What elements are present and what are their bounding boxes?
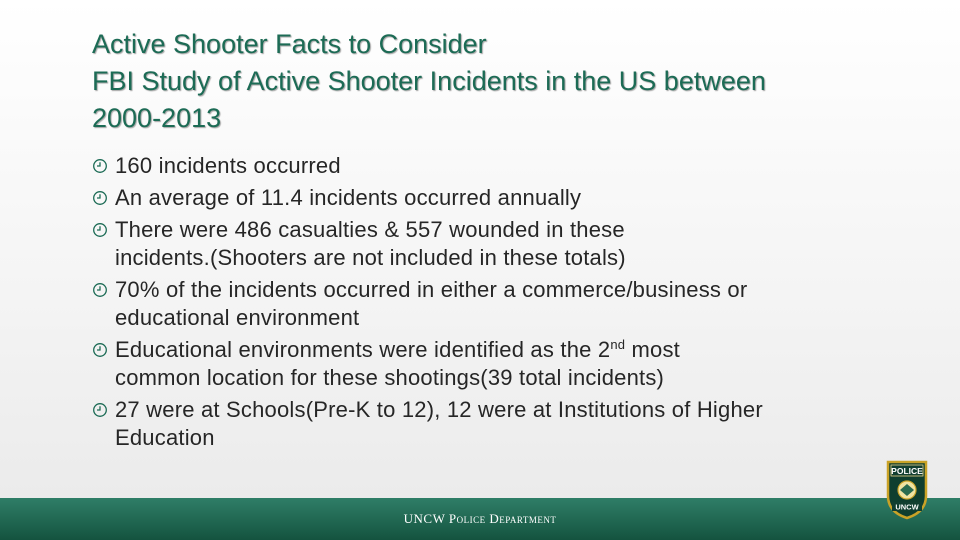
clock-icon (92, 342, 108, 358)
clock-icon (92, 190, 108, 206)
bullet-text-continued: incidents.(Shooters are not included in these totals) (115, 245, 626, 270)
footer-bar (0, 498, 960, 540)
clock-icon (92, 282, 108, 298)
bullet-text: There were 486 casualties & 557 wounded in these (115, 217, 625, 242)
bullet-text: 70% of the incidents occurred in either a commerce/business or (115, 277, 748, 302)
bullet-text: 27 were at Schools(Pre-K to 12), 12 were at Institutions of Higher (115, 397, 763, 422)
bullet-list (92, 152, 892, 456)
title-line-1: Active Shooter Facts to Consider (92, 29, 487, 59)
bullet-item (92, 152, 892, 180)
clock-icon (92, 402, 108, 418)
bullet-text-tail: most (625, 337, 680, 362)
police-badge-icon (884, 460, 930, 520)
title-line-2: FBI Study of Active Shooter Incidents in the US between (92, 66, 766, 96)
clock-icon (92, 222, 108, 238)
ordinal-superscript: nd (610, 337, 626, 352)
bullet-text: 160 incidents occurred (115, 153, 341, 178)
bullet-text: Educational environments were identified as the 2 (115, 337, 611, 362)
badge-top-text: POLICE (891, 466, 923, 476)
bullet-item (92, 184, 892, 212)
slide-title (92, 26, 912, 137)
bullet-item (92, 336, 892, 392)
bullet-item (92, 396, 892, 452)
clock-icon (92, 158, 108, 174)
bullet-text-continued: common location for these shootings(39 total incidents) (115, 365, 665, 390)
bullet-item (92, 216, 892, 272)
footer-text: UNCW Police Department (403, 511, 557, 526)
bullet-item (92, 276, 892, 332)
bullet-text-continued: educational environment (115, 305, 360, 330)
bullet-text: An average of 11.4 incidents occurred annually (115, 185, 582, 210)
bullet-text-continued: Education (115, 425, 215, 450)
badge-bottom-text: UNCW (895, 502, 919, 512)
title-line-3: 2000-2013 (92, 103, 222, 133)
